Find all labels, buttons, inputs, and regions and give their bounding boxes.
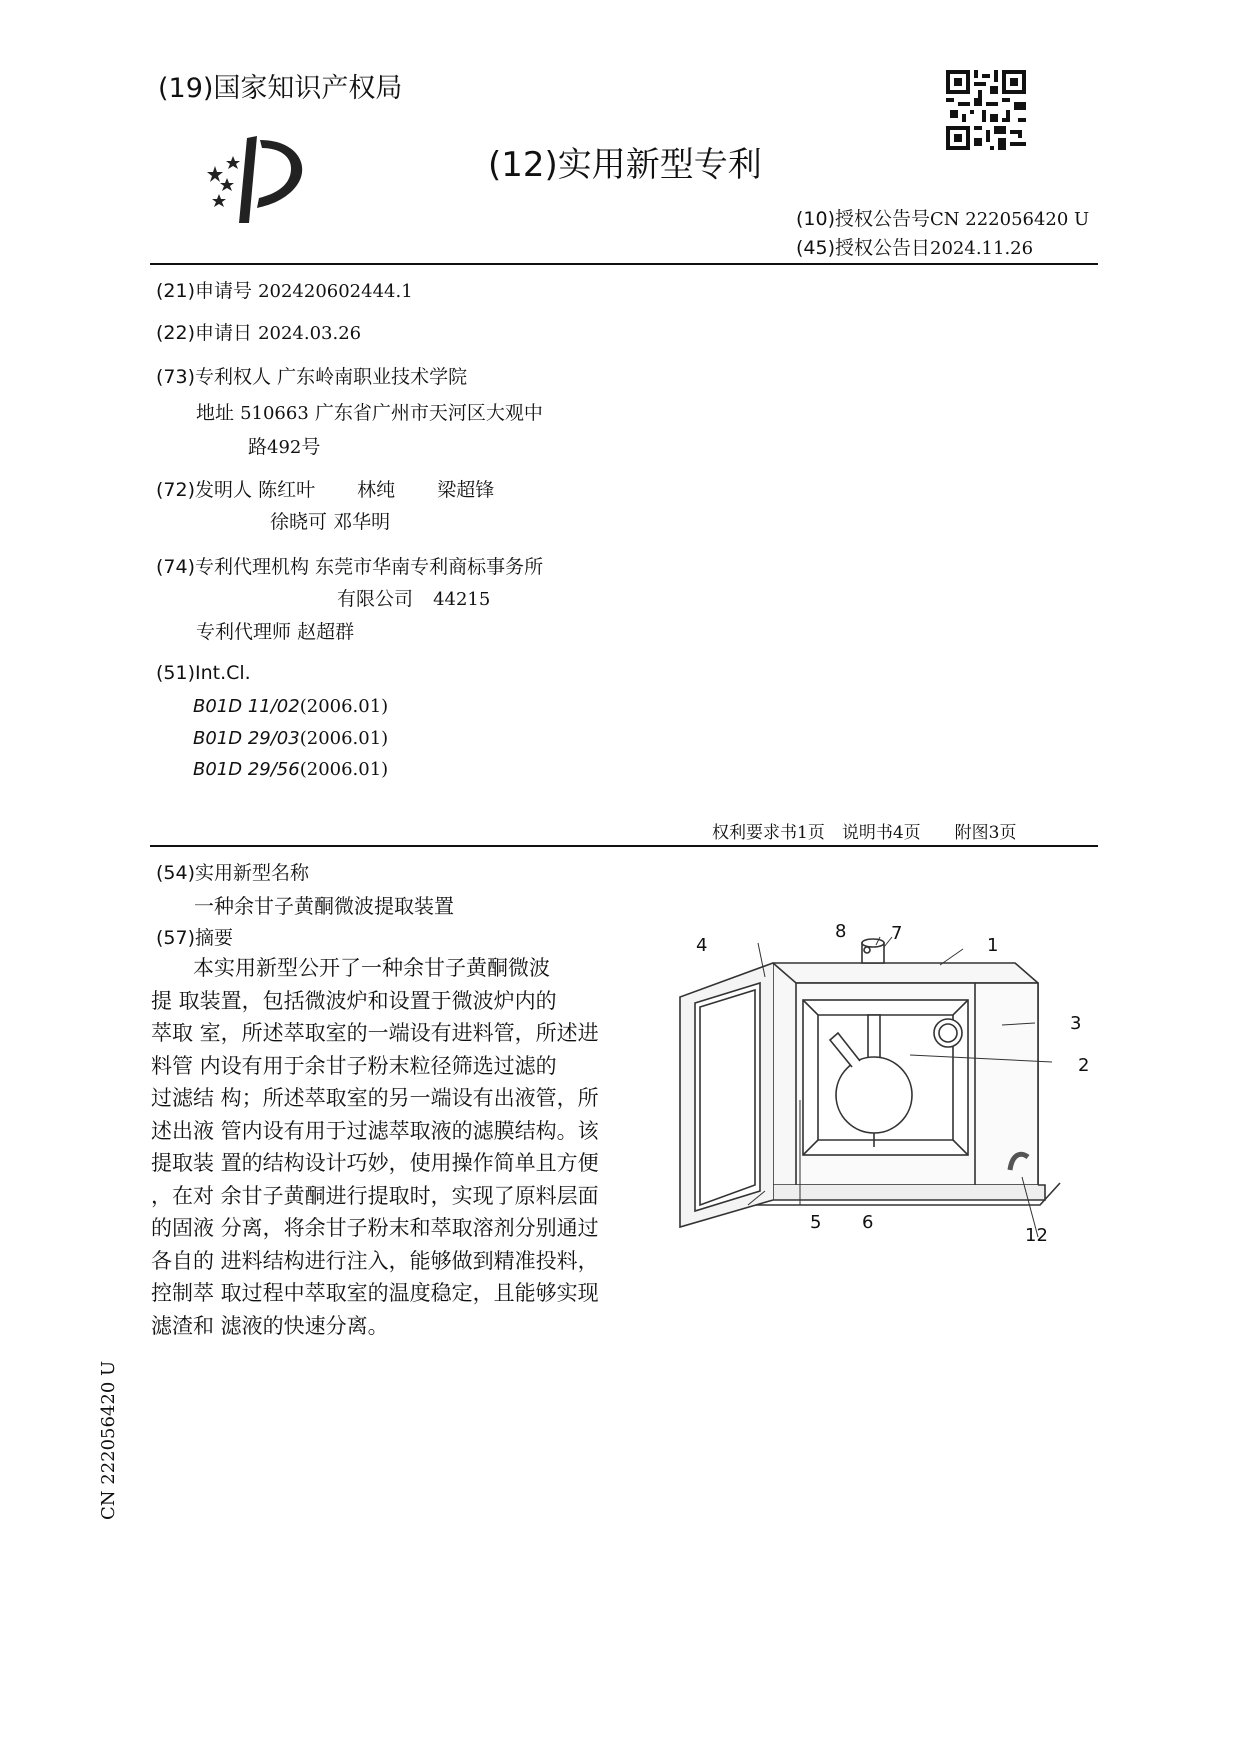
title-label: (54)实用新型名称 xyxy=(156,862,310,884)
qr-code[interactable] xyxy=(946,70,1026,150)
agent-row xyxy=(196,617,354,644)
filing-date-row xyxy=(156,318,361,345)
address-line2 xyxy=(248,432,320,459)
abstract-line: 滤渣和 滤液的快速分离。 xyxy=(151,1313,389,1338)
abstract-line: 提 取装置，包括微波炉和设置于微波炉内的 xyxy=(151,988,557,1013)
agency-line2-text: 有限公司 xyxy=(337,588,414,610)
address-code: 510663 xyxy=(240,403,309,424)
abstract-line: 控制萃 取过程中萃取室的温度稳定，且能够实现 xyxy=(151,1281,599,1305)
abstract-line: 的固液 分离，将余甘子粉末和萃取溶剂分别通过 xyxy=(151,1216,599,1240)
abstract-line: 述出液 管内设有用于过滤萃取液的滤膜结构。该 xyxy=(151,1118,599,1143)
apparatus-figure xyxy=(640,915,1100,1250)
figure-label: 3 xyxy=(1070,1013,1082,1034)
address-line1: 广东省广州市天河区大观中 xyxy=(314,402,543,424)
abstract-line: 提取装 置的结构设计巧妙，使用操作简单且方便 xyxy=(151,1151,599,1175)
figure-label: 2 xyxy=(1078,1055,1090,1076)
abstract-line: 萃取 室，所述萃取室的一端设有进料管，所述进 xyxy=(151,1021,599,1045)
agency-line2 xyxy=(337,584,490,611)
agency-code: 44215 xyxy=(433,589,491,610)
filing-date: 2024.03.26 xyxy=(258,323,362,344)
figure-label: 1 xyxy=(987,935,999,956)
ipc-version: (2006.01) xyxy=(299,759,389,780)
address-line2-prefix: 路 xyxy=(248,436,268,458)
ipc-code: B01D 29/03 xyxy=(193,728,300,749)
figure-label: 4 xyxy=(696,935,708,956)
address-line2-suffix: 号 xyxy=(301,436,321,458)
abstract-line: 各自的 进料结构进行注入，能够做到精准投料， xyxy=(151,1248,599,1273)
address-label: 地址 xyxy=(196,402,235,424)
agent: 赵超群 xyxy=(297,621,355,643)
ipc-version: (2006.01) xyxy=(299,696,389,717)
patentee-label: (73)专利权人 xyxy=(156,366,272,388)
abstract-label: (57)摘要 xyxy=(156,927,234,949)
biblio-divider xyxy=(150,845,1098,847)
ipc-code: B01D 29/56 xyxy=(193,759,300,780)
inventor: 梁超锋 xyxy=(437,479,495,501)
figure-label: 5 xyxy=(810,1212,822,1233)
abstract-text xyxy=(151,952,603,1342)
inventor: 徐晓可 xyxy=(270,511,328,533)
header-divider xyxy=(150,263,1098,265)
utility-model-title: 一种余甘子黄酮微波提取装置 xyxy=(194,894,454,918)
inventors-row xyxy=(156,475,494,502)
application-number: 202420602444.1 xyxy=(258,281,413,302)
side-publication-number: CN 222056420 U xyxy=(98,1360,119,1520)
patentee-row xyxy=(156,362,467,389)
agency-label: (74)专利代理机构 xyxy=(156,556,310,578)
inventors-line2 xyxy=(270,507,390,534)
agency: 东莞市华南专利商标事务所 xyxy=(315,556,544,578)
figure-label: 8 xyxy=(835,921,847,942)
pub-number: CN 222056420 U xyxy=(930,209,1090,230)
inventor: 林纯 xyxy=(357,479,396,501)
pages-info: 权利要求书1页 说明书4页 附图3页 xyxy=(712,823,1017,843)
agent-label: 专利代理师 xyxy=(196,621,292,643)
inventors-label: (72)发明人 xyxy=(156,479,253,501)
application-number-row xyxy=(156,276,413,303)
ipc-item xyxy=(193,759,388,780)
inventor: 陈红叶 xyxy=(258,479,316,501)
abstract-line: ，在对 余甘子黄酮进行提取时，实现了原料层面 xyxy=(151,1183,599,1208)
agency-row xyxy=(156,552,543,579)
abstract-line: 过滤结 构；所述萃取室的另一端设有出液管，所 xyxy=(151,1086,599,1110)
inventor: 邓华明 xyxy=(333,511,391,533)
ipc-label: (51)Int.Cl. xyxy=(156,662,251,684)
patentee: 广东岭南职业技术学院 xyxy=(277,366,468,388)
document-type: (12)实用新型专利 xyxy=(488,145,762,185)
ipc-code: B01D 11/02 xyxy=(193,696,300,717)
pub-date: 2024.11.26 xyxy=(930,238,1034,259)
office-name: (19)国家知识产权局 xyxy=(158,73,403,104)
ipc-item xyxy=(193,696,388,717)
pub-number-label: (10)授权公告号 xyxy=(796,208,931,230)
pub-date-row xyxy=(796,233,1033,260)
ipc-item xyxy=(193,728,388,749)
application-number-label: (21)申请号 xyxy=(156,280,253,302)
abstract-line: 本实用新型公开了一种余甘子黄酮微波 xyxy=(151,956,550,980)
figure-label: 12 xyxy=(1025,1225,1048,1246)
ipc-version: (2006.01) xyxy=(299,728,389,749)
figure-label: 6 xyxy=(862,1212,874,1233)
cnipa-logo xyxy=(205,128,320,228)
filing-date-label: (22)申请日 xyxy=(156,322,253,344)
figure-label: 7 xyxy=(891,923,903,944)
address-row xyxy=(196,398,543,425)
address-line2-num: 492 xyxy=(267,437,302,458)
pub-number-row xyxy=(796,204,1089,231)
abstract-line: 料管 内设有用于余甘子粉末粒径筛选过滤的 xyxy=(151,1053,557,1078)
pub-date-label: (45)授权公告日 xyxy=(796,237,931,259)
